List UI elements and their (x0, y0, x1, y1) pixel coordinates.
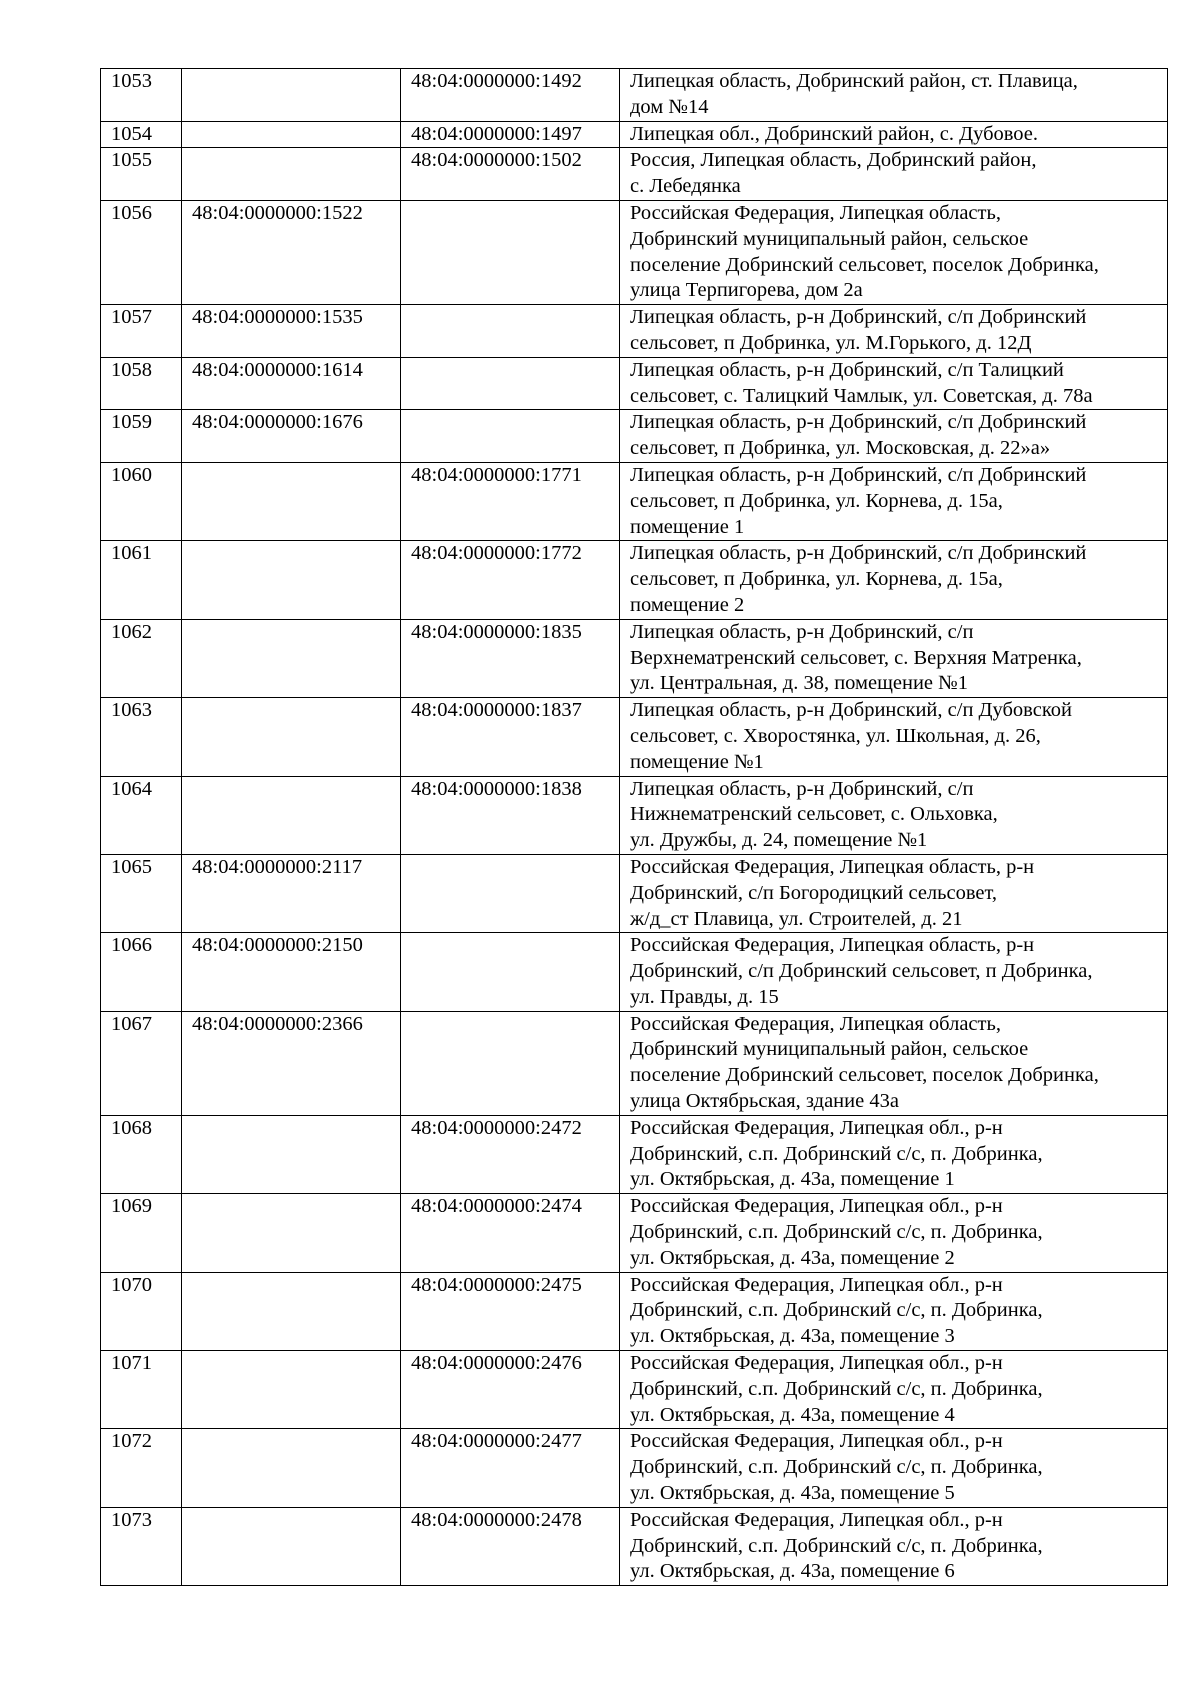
row-number-cell: 1056 (101, 200, 182, 304)
table-row (101, 148, 1168, 201)
cadastral-number-b-cell: 48:04:0000000:1497 (401, 121, 620, 148)
address-cell: Липецкая область, р-н Добринский, с/п Дубовской сельсовет, с. Хворостянка, ул. Школьная, д. 26, помещение №1 (620, 698, 1168, 776)
row-number-cell: 1064 (101, 776, 182, 854)
row-number-cell: 1071 (101, 1351, 182, 1429)
address-cell: Российская Федерация, Липецкая обл., р-н Добринский, с.п. Добринский с/с, п. Добринка, ул. Октябрьская, д. 43а, помещение 5 (620, 1429, 1168, 1507)
cadastral-number-a-cell: 48:04:0000000:1614 (182, 357, 401, 410)
address-cell: Российская Федерация, Липецкая обл., р-н Добринский, с.п. Добринский с/с, п. Добринка, ул. Октябрьская, д. 43а, помещение 3 (620, 1272, 1168, 1350)
row-number-cell: 1058 (101, 357, 182, 410)
cadastral-number-a-cell (182, 1272, 401, 1350)
cadastral-number-b-cell: 48:04:0000000:1838 (401, 776, 620, 854)
address-cell: Российская Федерация, Липецкая обл., р-н Добринский, с.п. Добринский с/с, п. Добринка, ул. Октябрьская, д. 43а, помещение 2 (620, 1194, 1168, 1272)
address-cell: Российская Федерация, Липецкая обл., р-н Добринский, с.п. Добринский с/с, п. Добринка, ул. Октябрьская, д. 43а, помещение 4 (620, 1351, 1168, 1429)
cadastral-number-a-cell: 48:04:0000000:1676 (182, 410, 401, 463)
address-cell: Липецкая область, р-н Добринский, с/п Добринский сельсовет, п Добринка, ул. Корнева, д. 15а, помещение 1 (620, 462, 1168, 540)
cadastral-number-b-cell: 48:04:0000000:2476 (401, 1351, 620, 1429)
cadastral-number-b-cell (401, 1011, 620, 1115)
cadastral-number-b-cell: 48:04:0000000:1837 (401, 698, 620, 776)
table-row (101, 462, 1168, 540)
table-row (101, 1011, 1168, 1115)
cadastral-number-a-cell (182, 698, 401, 776)
row-number-cell: 1057 (101, 305, 182, 358)
cadastral-number-b-cell (401, 305, 620, 358)
address-cell: Липецкая область, р-н Добринский, с/п Добринский сельсовет, п Добринка, ул. Корнева, д. 15а, помещение 2 (620, 541, 1168, 619)
row-number-cell: 1069 (101, 1194, 182, 1272)
cadastral-number-b-cell (401, 357, 620, 410)
cadastral-number-a-cell (182, 776, 401, 854)
table-row (101, 1115, 1168, 1193)
table-row (101, 619, 1168, 697)
row-number-cell: 1053 (101, 69, 182, 122)
table-row (101, 1351, 1168, 1429)
cadastral-number-b-cell (401, 933, 620, 1011)
table-row (101, 1272, 1168, 1350)
row-number-cell: 1068 (101, 1115, 182, 1193)
cadastral-number-a-cell: 48:04:0000000:2366 (182, 1011, 401, 1115)
property-table (100, 68, 1168, 1586)
table-row (101, 541, 1168, 619)
cadastral-number-a-cell (182, 619, 401, 697)
cadastral-number-b-cell (401, 854, 620, 932)
address-cell: Липецкая область, р-н Добринский, с/п Нижнематренский сельсовет, с. Ольховка, ул. Дружбы, д. 24, помещение №1 (620, 776, 1168, 854)
row-number-cell: 1060 (101, 462, 182, 540)
cadastral-number-b-cell: 48:04:0000000:1835 (401, 619, 620, 697)
address-cell: Липецкая обл., Добринский район, с. Дубовое. (620, 121, 1168, 148)
property-table-body (101, 69, 1168, 1586)
table-row (101, 854, 1168, 932)
row-number-cell: 1073 (101, 1507, 182, 1585)
table-row (101, 305, 1168, 358)
cadastral-number-a-cell (182, 121, 401, 148)
row-number-cell: 1054 (101, 121, 182, 148)
cadastral-number-a-cell (182, 1507, 401, 1585)
table-row (101, 357, 1168, 410)
row-number-cell: 1061 (101, 541, 182, 619)
row-number-cell: 1063 (101, 698, 182, 776)
cadastral-number-a-cell (182, 1115, 401, 1193)
address-cell: Липецкая область, р-н Добринский, с/п Талицкий сельсовет, с. Талицкий Чамлык, ул. Советская, д. 78а (620, 357, 1168, 410)
address-cell: Липецкая область, р-н Добринский, с/п Добринский сельсовет, п Добринка, ул. Московская, д. 22»а» (620, 410, 1168, 463)
table-row (101, 933, 1168, 1011)
row-number-cell: 1055 (101, 148, 182, 201)
table-row (101, 1507, 1168, 1585)
table-row (101, 200, 1168, 304)
address-cell: Российская Федерация, Липецкая обл., р-н Добринский, с.п. Добринский с/с, п. Добринка, ул. Октябрьская, д. 43а, помещение 6 (620, 1507, 1168, 1585)
row-number-cell: 1067 (101, 1011, 182, 1115)
cadastral-number-a-cell: 48:04:0000000:1522 (182, 200, 401, 304)
table-row (101, 1429, 1168, 1507)
row-number-cell: 1065 (101, 854, 182, 932)
cadastral-number-b-cell: 48:04:0000000:1771 (401, 462, 620, 540)
table-row (101, 121, 1168, 148)
cadastral-number-b-cell: 48:04:0000000:2475 (401, 1272, 620, 1350)
cadastral-number-a-cell (182, 1351, 401, 1429)
address-cell: Российская Федерация, Липецкая область, Добринский муниципальный район, сельское поселение Добринский сельсовет, поселок Добринка, улица Октябрьская, здание 43а (620, 1011, 1168, 1115)
cadastral-number-a-cell (182, 148, 401, 201)
cadastral-number-a-cell (182, 1194, 401, 1272)
cadastral-number-a-cell (182, 1429, 401, 1507)
cadastral-number-b-cell (401, 200, 620, 304)
address-cell: Липецкая область, р-н Добринский, с/п Верхнематренский сельсовет, с. Верхняя Матренка, ул. Центральная, д. 38, помещение №1 (620, 619, 1168, 697)
cadastral-number-b-cell: 48:04:0000000:1772 (401, 541, 620, 619)
address-cell: Липецкая область, Добринский район, ст. Плавица, дом №14 (620, 69, 1168, 122)
cadastral-number-a-cell: 48:04:0000000:2117 (182, 854, 401, 932)
address-cell: Россия, Липецкая область, Добринский район, с. Лебедянка (620, 148, 1168, 201)
row-number-cell: 1066 (101, 933, 182, 1011)
cadastral-number-b-cell: 48:04:0000000:2477 (401, 1429, 620, 1507)
row-number-cell: 1059 (101, 410, 182, 463)
cadastral-number-b-cell: 48:04:0000000:1492 (401, 69, 620, 122)
row-number-cell: 1062 (101, 619, 182, 697)
table-row (101, 410, 1168, 463)
address-cell: Липецкая область, р-н Добринский, с/п Добринский сельсовет, п Добринка, ул. М.Горького, д. 12Д (620, 305, 1168, 358)
cadastral-number-b-cell (401, 410, 620, 463)
cadastral-number-b-cell: 48:04:0000000:2474 (401, 1194, 620, 1272)
address-cell: Российская Федерация, Липецкая область, р-н Добринский, с/п Добринский сельсовет, п Добринка, ул. Правды, д. 15 (620, 933, 1168, 1011)
table-row (101, 69, 1168, 122)
address-cell: Российская Федерация, Липецкая обл., р-н Добринский, с.п. Добринский с/с, п. Добринка, ул. Октябрьская, д. 43а, помещение 1 (620, 1115, 1168, 1193)
row-number-cell: 1072 (101, 1429, 182, 1507)
cadastral-number-a-cell (182, 541, 401, 619)
table-row (101, 776, 1168, 854)
cadastral-number-b-cell: 48:04:0000000:2472 (401, 1115, 620, 1193)
table-row (101, 1194, 1168, 1272)
cadastral-number-b-cell: 48:04:0000000:2478 (401, 1507, 620, 1585)
address-cell: Российская Федерация, Липецкая область, р-н Добринский, с/п Богородицкий сельсовет, ж/д_ст Плавица, ул. Строителей, д. 21 (620, 854, 1168, 932)
address-cell: Российская Федерация, Липецкая область, Добринский муниципальный район, сельское поселение Добринский сельсовет, поселок Добринка, улица Терпигорева, дом 2а (620, 200, 1168, 304)
row-number-cell: 1070 (101, 1272, 182, 1350)
cadastral-number-a-cell: 48:04:0000000:1535 (182, 305, 401, 358)
cadastral-number-a-cell (182, 462, 401, 540)
table-row (101, 698, 1168, 776)
cadastral-number-a-cell: 48:04:0000000:2150 (182, 933, 401, 1011)
cadastral-number-b-cell: 48:04:0000000:1502 (401, 148, 620, 201)
cadastral-number-a-cell (182, 69, 401, 122)
